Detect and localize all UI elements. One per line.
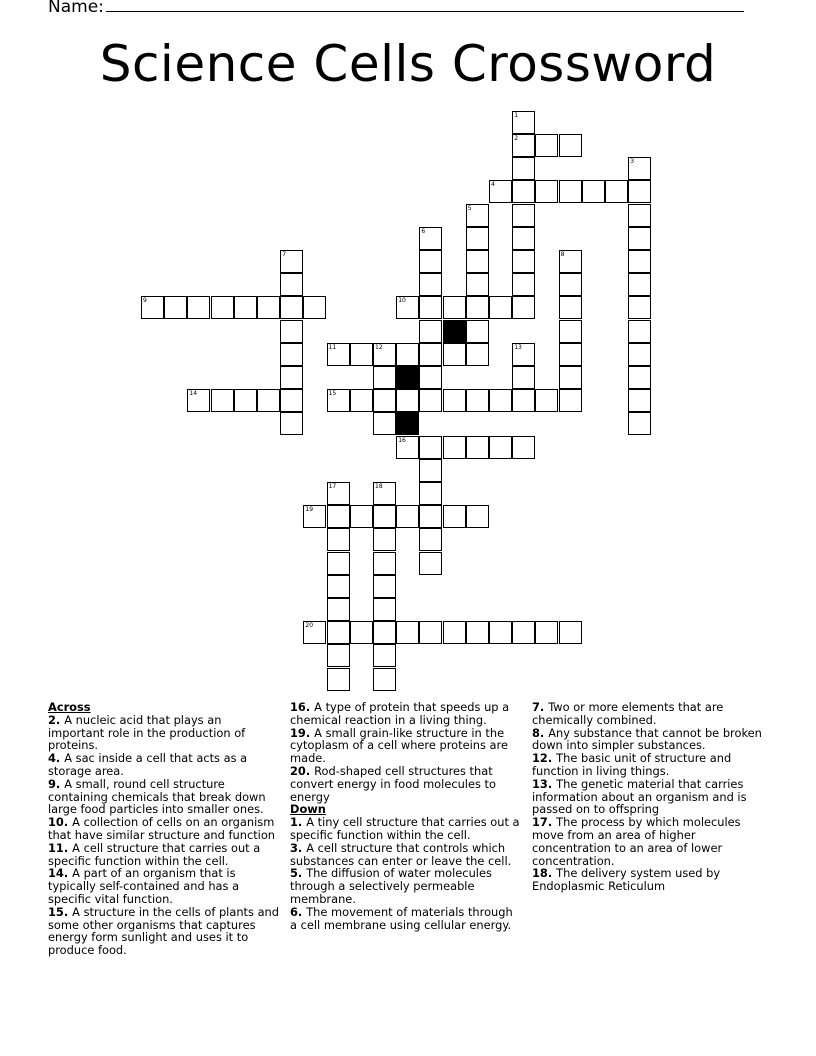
grid-cell[interactable] — [327, 575, 350, 598]
clue-number: 4 — [491, 181, 495, 189]
grid-cell[interactable] — [373, 366, 396, 389]
clue-number: 11 — [328, 343, 337, 351]
grid-cell[interactable] — [559, 320, 582, 343]
grid-cell[interactable] — [141, 296, 164, 319]
grid-cell[interactable] — [535, 134, 558, 157]
grid-cell[interactable] — [419, 505, 442, 528]
clue-text: A cell structure that controls which substances can enter or leave the cell. — [290, 840, 512, 868]
clue-number-label: 2. — [48, 712, 65, 727]
grid-cell[interactable] — [466, 273, 489, 296]
grid-cell[interactable] — [280, 412, 303, 435]
grid-cell[interactable] — [234, 389, 257, 412]
grid-cell[interactable] — [535, 389, 558, 412]
grid-cell[interactable] — [373, 598, 396, 621]
clue-number: 5 — [467, 204, 472, 212]
grid-cell[interactable] — [327, 668, 350, 691]
grid-cell[interactable] — [443, 389, 466, 412]
grid-cell[interactable] — [419, 273, 442, 296]
clue-item — [48, 867, 280, 905]
grid-cell[interactable] — [443, 621, 466, 644]
grid-cell[interactable] — [489, 180, 512, 203]
grid-cell[interactable] — [350, 621, 373, 644]
grid-cell[interactable] — [419, 343, 442, 366]
clue-item — [48, 752, 280, 778]
clue-item — [532, 727, 772, 753]
page-title: Science Cells Crossword — [99, 35, 717, 93]
clue-number: 6 — [421, 227, 426, 235]
clue-number: 20 — [305, 622, 314, 630]
down-heading: Down — [290, 802, 326, 817]
clue-number-label: 16. — [290, 700, 315, 714]
grid-cell[interactable] — [257, 296, 280, 319]
clue-item — [290, 867, 522, 905]
clue-text: A small grain-like structure in the cytoplasm of a cell where proteins are made. — [290, 725, 508, 766]
clue-number-label: 4. — [48, 751, 65, 766]
grid-cell[interactable] — [373, 644, 396, 667]
grid-cell[interactable] — [466, 389, 489, 412]
grid-cell[interactable] — [489, 296, 512, 319]
grid-cell[interactable] — [327, 621, 350, 644]
clue-item — [290, 701, 522, 727]
clue-item — [532, 867, 772, 893]
grid-cell[interactable] — [419, 482, 442, 505]
grid-cell[interactable] — [559, 250, 582, 273]
grid-cell[interactable] — [489, 621, 512, 644]
grid-cell[interactable] — [211, 389, 234, 412]
grid-cell[interactable] — [512, 250, 535, 273]
down-clue-list — [290, 816, 522, 931]
grid-cell[interactable] — [512, 273, 535, 296]
grid-cell[interactable] — [628, 296, 651, 319]
clue-number-label: 1. — [290, 815, 307, 830]
grid-cell[interactable] — [559, 343, 582, 366]
clue-number-label: 17. — [532, 815, 557, 830]
grid-cell[interactable] — [419, 227, 442, 250]
grid-cell[interactable] — [280, 250, 303, 273]
grid-block — [443, 320, 466, 343]
grid-cell[interactable] — [396, 436, 419, 459]
clue-number: 19 — [305, 506, 314, 514]
clue-number-label: 20. — [290, 763, 315, 778]
clue-number: 14 — [189, 390, 198, 398]
across-clue-list — [48, 714, 280, 957]
grid-cell[interactable] — [303, 505, 326, 528]
grid-block — [396, 412, 419, 435]
grid-cell[interactable] — [466, 621, 489, 644]
clues-column-1 — [48, 701, 280, 957]
grid-cell[interactable] — [303, 621, 326, 644]
clue-number-label: 10. — [48, 815, 73, 830]
clue-item — [532, 701, 772, 727]
across-clue-list-continued — [290, 701, 522, 803]
clue-number: 18 — [375, 483, 383, 490]
clue-item — [532, 816, 772, 867]
grid-cell[interactable] — [419, 389, 442, 412]
grid-cell[interactable] — [187, 389, 210, 412]
clue-text: Two or more elements that are chemically combined. — [532, 700, 724, 727]
grid-cell[interactable] — [373, 621, 396, 644]
clue-number-label: 7. — [532, 700, 549, 714]
grid-cell[interactable] — [512, 134, 535, 157]
grid-cell[interactable] — [559, 273, 582, 296]
clue-item — [290, 906, 522, 932]
grid-cell[interactable] — [466, 250, 489, 273]
grid-cell[interactable] — [559, 389, 582, 412]
grid-cell[interactable] — [466, 227, 489, 250]
grid-cell[interactable] — [512, 204, 535, 227]
grid-cell[interactable] — [466, 296, 489, 319]
clue-text: A tiny cell structure that carries out a specific function within the cell. — [290, 815, 520, 842]
clue-text: The diffusion of water molecules through a selectively permeable membrane. — [290, 866, 492, 906]
grid-cell[interactable] — [419, 320, 442, 343]
grid-cell[interactable] — [419, 296, 442, 319]
clue-number: 13 — [514, 343, 522, 351]
grid-cell[interactable] — [419, 366, 442, 389]
grid-cell[interactable] — [373, 552, 396, 575]
clue-number: 10 — [398, 297, 406, 305]
grid-cell[interactable] — [489, 389, 512, 412]
clue-number-label: 8. — [532, 725, 549, 740]
clue-text: The process by which molecules move from an area of higher concentration to an area of lower concentration. — [532, 815, 741, 868]
clue-text: A nucleic acid that plays an important role in the production of proteins. — [48, 712, 246, 753]
grid-cell[interactable] — [327, 552, 350, 575]
grid-cell[interactable] — [559, 621, 582, 644]
grid-cell[interactable] — [535, 180, 558, 203]
grid-cell[interactable] — [443, 505, 466, 528]
grid-cell[interactable] — [350, 505, 373, 528]
clue-item — [48, 816, 280, 842]
clue-number-label: 9. — [48, 776, 65, 791]
grid-cell[interactable] — [373, 575, 396, 598]
clue-text: A sac inside a cell that acts as a storage area. — [48, 751, 248, 778]
grid-cell[interactable] — [419, 552, 442, 575]
grid-cell[interactable] — [280, 389, 303, 412]
grid-cell[interactable] — [211, 296, 234, 319]
clue-text: A small, round cell structure containing chemicals that break down large food particles into smaller ones. — [48, 776, 266, 817]
grid-cell[interactable] — [373, 343, 396, 366]
grid-cell[interactable] — [535, 621, 558, 644]
clue-number-label: 6. — [290, 904, 307, 919]
grid-cell[interactable] — [628, 320, 651, 343]
grid-cell[interactable] — [280, 343, 303, 366]
clue-text: The genetic material that carries information about an organism and is passed on to offspring — [532, 776, 747, 817]
grid-cell[interactable] — [327, 644, 350, 667]
grid-cell[interactable] — [419, 436, 442, 459]
grid-cell[interactable] — [512, 111, 535, 134]
grid-cell[interactable] — [396, 296, 419, 319]
grid-cell[interactable] — [559, 296, 582, 319]
clues-column-3 — [532, 701, 772, 893]
grid-cell[interactable] — [327, 482, 350, 505]
clue-text: A part of an organism that is typically self-contained and has a specific vital function. — [48, 866, 240, 906]
grid-cell[interactable] — [327, 343, 350, 366]
grid-cell[interactable] — [512, 227, 535, 250]
clue-text: The delivery system used by Endoplasmic Reticulum — [532, 866, 721, 894]
clue-number: 12 — [375, 343, 383, 351]
clue-number: 16 — [398, 436, 406, 444]
grid-cell[interactable] — [257, 389, 280, 412]
grid-cell[interactable] — [373, 389, 396, 412]
clue-number-label: 13. — [532, 776, 557, 791]
grid-cell[interactable] — [443, 296, 466, 319]
clue-item — [48, 714, 280, 752]
grid-cell[interactable] — [512, 296, 535, 319]
grid-cell[interactable] — [512, 621, 535, 644]
clue-text: The basic unit of structure and function in living things. — [532, 751, 732, 778]
clue-item — [48, 842, 280, 868]
grid-cell[interactable] — [350, 343, 373, 366]
grid-cell[interactable] — [628, 250, 651, 273]
grid-cell[interactable] — [373, 482, 396, 505]
grid-cell[interactable] — [396, 621, 419, 644]
clue-text: A structure in the cells of plants and some other organisms that captures energy form sunlight and uses it to produce food. — [48, 904, 280, 958]
grid-cell[interactable] — [373, 528, 396, 551]
grid-cell[interactable] — [512, 343, 535, 366]
grid-cell[interactable] — [512, 180, 535, 203]
grid-cell[interactable] — [234, 296, 257, 319]
grid-cell[interactable] — [466, 505, 489, 528]
clue-number: 3 — [630, 158, 635, 166]
grid-cell[interactable] — [280, 366, 303, 389]
grid-cell[interactable] — [512, 389, 535, 412]
clue-number: 9 — [143, 297, 147, 305]
clue-item — [290, 842, 522, 868]
grid-cell[interactable] — [373, 668, 396, 691]
grid-cell[interactable] — [443, 436, 466, 459]
grid-cell[interactable] — [559, 134, 582, 157]
grid-cell[interactable] — [303, 296, 326, 319]
grid-cell[interactable] — [466, 343, 489, 366]
grid-cell[interactable] — [280, 273, 303, 296]
clue-text: Any substance that cannot be broken down into simpler substances. — [532, 725, 762, 753]
grid-cell[interactable] — [396, 389, 419, 412]
clue-item — [48, 906, 280, 957]
grid-cell[interactable] — [373, 412, 396, 435]
grid-cell[interactable] — [489, 436, 512, 459]
grid-cell[interactable] — [512, 157, 535, 180]
clue-text: A type of protein that speeds up a chemical reaction in a living thing. — [290, 700, 510, 727]
clue-item — [532, 778, 772, 816]
clue-number-label: 19. — [290, 725, 315, 740]
grid-cell[interactable] — [280, 296, 303, 319]
clue-number-label: 18. — [532, 866, 557, 881]
grid-block — [396, 366, 419, 389]
clue-item — [290, 727, 522, 765]
grid-cell[interactable] — [628, 227, 651, 250]
grid-cell[interactable] — [628, 180, 651, 203]
grid-cell[interactable] — [628, 412, 651, 435]
clue-item — [532, 752, 772, 778]
down-clue-list-continued — [532, 701, 772, 893]
grid-cell[interactable] — [396, 343, 419, 366]
clue-number-label: 14. — [48, 866, 73, 881]
grid-cell[interactable] — [628, 389, 651, 412]
clue-number: 17 — [328, 483, 337, 490]
grid-cell[interactable] — [327, 598, 350, 621]
grid-cell[interactable] — [327, 389, 350, 412]
grid-cell[interactable] — [327, 505, 350, 528]
clue-number: 2 — [514, 135, 519, 142]
grid-cell[interactable] — [466, 320, 489, 343]
clue-number-label: 5. — [290, 866, 307, 881]
grid-cell[interactable] — [350, 389, 373, 412]
grid-cell[interactable] — [419, 459, 442, 482]
grid-cell[interactable] — [628, 204, 651, 227]
grid-cell[interactable] — [512, 366, 535, 389]
grid-cell[interactable] — [187, 296, 210, 319]
grid-cell[interactable] — [419, 250, 442, 273]
grid-cell[interactable] — [466, 436, 489, 459]
clue-number: 15 — [328, 390, 337, 398]
grid-cell[interactable] — [512, 436, 535, 459]
clue-text: A cell structure that carries out a specific function within the cell. — [48, 840, 261, 868]
clues-column-2 — [290, 701, 522, 931]
grid-cell[interactable] — [582, 180, 605, 203]
clue-number: 1 — [514, 111, 519, 119]
grid-cell[interactable] — [559, 366, 582, 389]
clue-item — [290, 765, 522, 803]
grid-cell[interactable] — [373, 505, 396, 528]
clue-number-label: 11. — [48, 840, 73, 855]
grid-cell[interactable] — [280, 320, 303, 343]
grid-cell[interactable] — [628, 273, 651, 296]
clue-item — [48, 778, 280, 816]
grid-cell[interactable] — [443, 343, 466, 366]
across-heading: Across — [48, 700, 91, 714]
clue-number-label: 15. — [48, 904, 73, 919]
clue-text: A collection of cells on an organism that have similar structure and function — [48, 815, 276, 842]
grid-cell[interactable] — [327, 528, 350, 551]
grid-cell[interactable] — [396, 505, 419, 528]
grid-cell[interactable] — [466, 204, 489, 227]
clue-number-label: 12. — [532, 751, 557, 766]
grid-cell[interactable] — [164, 296, 187, 319]
clue-item — [290, 816, 522, 842]
grid-cell[interactable] — [628, 366, 651, 389]
grid-cell[interactable] — [419, 528, 442, 551]
grid-cell[interactable] — [628, 343, 651, 366]
clue-number: 7 — [282, 251, 287, 258]
grid-cell[interactable] — [559, 180, 582, 203]
clue-text: The movement of materials through a cell membrane using cellular energy. — [290, 904, 513, 932]
clue-number: 8 — [560, 251, 565, 258]
clue-number-label: 3. — [290, 840, 307, 855]
name-label: Name: — [48, 0, 104, 17]
grid-cell[interactable] — [605, 180, 628, 203]
grid-cell[interactable] — [419, 621, 442, 644]
grid-cell[interactable] — [628, 157, 651, 180]
clue-text: Rod-shaped cell structures that convert energy in food molecules to energy — [290, 763, 496, 804]
